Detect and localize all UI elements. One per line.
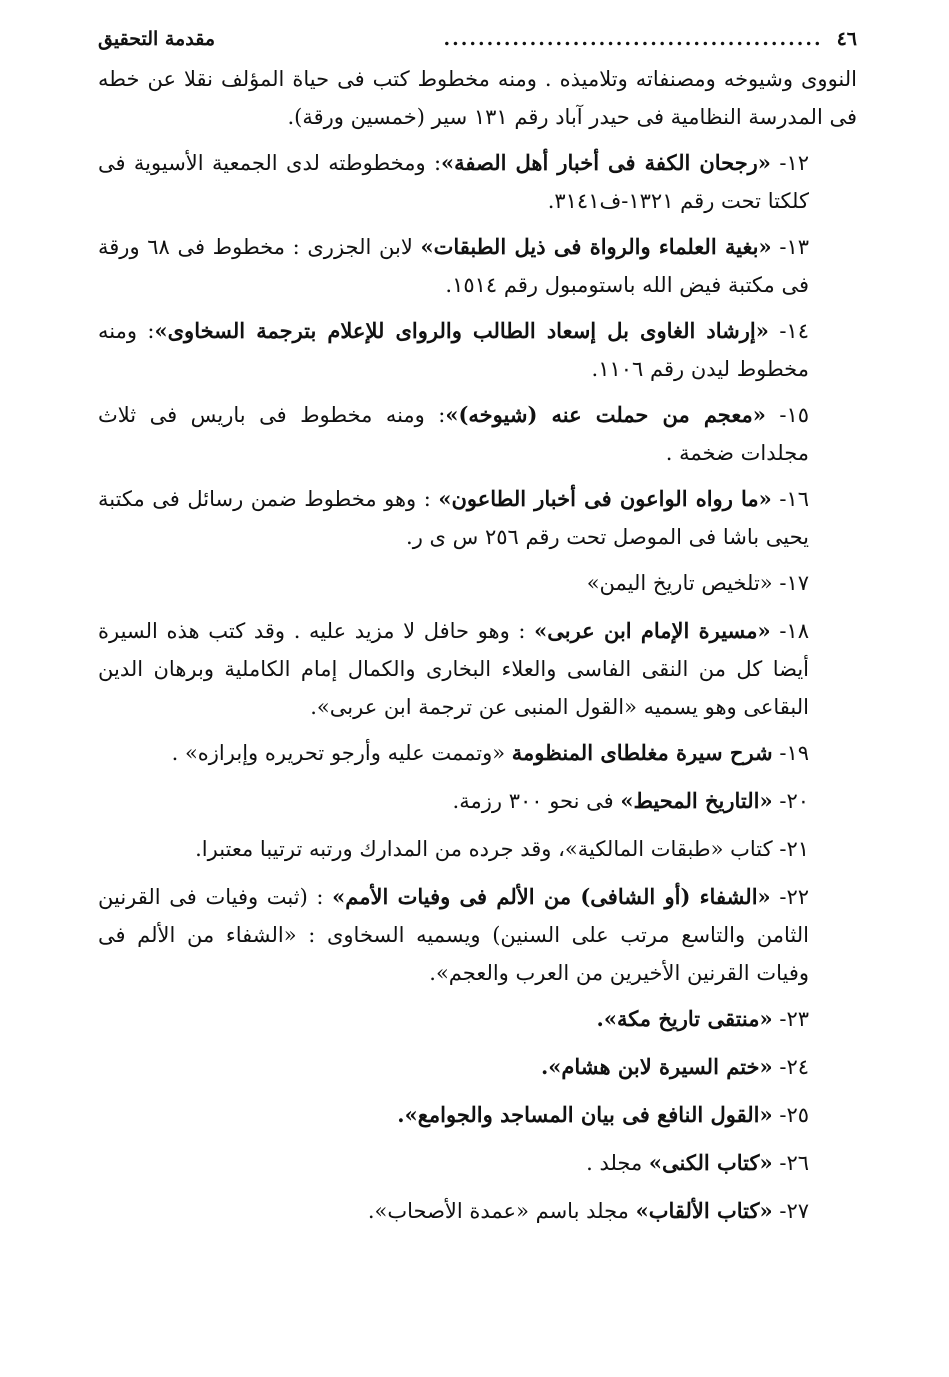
entry-title: «رجحان الكفة فى أخبار أهل الصفة» <box>441 150 771 175</box>
entry-number: ٢٧- <box>779 1199 809 1223</box>
entry-12 <box>98 144 857 220</box>
entry-text: مجلد باسم «عمدة الأصحاب». <box>367 1199 636 1223</box>
entry-number: ١٦- <box>779 487 809 511</box>
entry-number: ١٣- <box>779 235 809 259</box>
running-head <box>98 28 857 60</box>
entry-number: ٢٤- <box>779 1055 809 1079</box>
entry-19 <box>98 734 857 772</box>
entry-13 <box>98 228 857 304</box>
entry-text: فى نحو ٣٠٠ رزمة. <box>452 789 621 813</box>
entry-20 <box>98 782 857 820</box>
entry-number: ٢٠- <box>779 789 809 813</box>
entry-21 <box>98 830 857 868</box>
entry-title: «كتاب الكنى» <box>648 1150 773 1175</box>
entry-26 <box>98 1144 857 1182</box>
entry-27 <box>98 1192 857 1230</box>
entry-23 <box>98 1000 857 1038</box>
page-number: ٤٦ <box>836 28 857 50</box>
entry-title: «منتقى تاريخ مكة». <box>596 1006 773 1031</box>
entry-number: ٢١- <box>779 837 809 861</box>
leader-dots: ............................................ <box>443 28 823 50</box>
entry-title: شرح سيرة مغلطاى المنظومة <box>511 740 773 765</box>
entry-number: ٢٥- <box>779 1103 809 1127</box>
entry-text: «تلخيص تاريخ اليمن» <box>586 571 773 595</box>
entry-title: «ختم السيرة لابن هشام». <box>540 1054 773 1079</box>
entry-text: «وتممت عليه وأرجو تحريره وإبرازه» . <box>171 741 512 765</box>
entry-16 <box>98 480 857 556</box>
intro-paragraph: النووى وشيوخه ومصنفاته وتلاميذه . ومنه مخطوط كتب فى حياة المؤلف نقلا عن خطه فى المدرسة النظامية فى حيدر آباد رقم ١٣١ سير (خمسين ورقة). <box>98 67 857 129</box>
entry-title: «القول النافع فى بيان المساجد والجوامع». <box>397 1102 773 1127</box>
entry-number: ١٥- <box>779 403 809 427</box>
entry-text: لابن الجزرى : مخطوط فى ٦٨ ورقة فى مكتبة فيض الله باستومبول رقم ١٥١٤. <box>98 235 809 297</box>
entry-text: مجلد . <box>586 1151 649 1175</box>
entry-24 <box>98 1048 857 1086</box>
entry-number: ١٩- <box>779 741 809 765</box>
entry-number: ٢٢- <box>779 885 809 909</box>
entry-number: ١٨- <box>779 619 809 643</box>
entry-18 <box>98 612 857 726</box>
entry-number: ١٢- <box>779 151 809 175</box>
entry-title: «التاريخ المحيط» <box>620 788 773 813</box>
entry-title: «معجم من حملت عنه (شيوخه)» <box>445 402 766 427</box>
entry-title: «مسيرة الإمام ابن عربى» <box>534 618 771 643</box>
entry-number: ٢٣- <box>779 1007 809 1031</box>
entry-25 <box>98 1096 857 1134</box>
entry-title: «الشفاء (أو الشافى) من الألم فى وفيات الأمم» <box>332 884 771 909</box>
entry-text: : ومنه مخطوط فى باريس فى ثلاث مجلدات ضخمة . <box>98 403 809 465</box>
entry-number: ٢٦- <box>779 1151 809 1175</box>
entry-text: كتاب «طبقات المالكية»، وقد جرده من المدارك ورتبه ترتيبا معتبرا. <box>195 837 773 861</box>
entry-number: ١٤- <box>779 319 809 343</box>
entry-15 <box>98 396 857 472</box>
entry-title: «بغية العلماء والرواة فى ذيل الطبقات» <box>420 234 772 259</box>
entry-number: ١٧- <box>779 571 809 595</box>
entry-17 <box>98 564 857 602</box>
entry-text: : وهو حافل لا مزيد عليه . وقد كتب هذه السيرة أيضا كل من النقى الفاسى والعلاء البخارى والكمال إمام الكاملية وبرهان الدين البقاعى وهو يسميه «القول المنبى عن ترجمة ابن عربى». <box>98 619 809 719</box>
entry-14 <box>98 312 857 388</box>
entry-text: : (ثبت وفيات فى القرنين الثامن والتاسع مرتب على السنين) ويسميه السخاوى : «الشفاء من الألم فى وفيات القرنين الأخيرين من العرب والعجم». <box>98 885 809 985</box>
entry-22 <box>98 878 857 992</box>
entry-title: «إرشاد الغاوى بل إسعاد الطالب والرواى للإعلام بترجمة السخاوى» <box>154 318 769 343</box>
chapter-title: مقدمة التحقيق <box>98 28 215 50</box>
entry-title: «ما رواه الواعون فى أخبار الطاعون» <box>438 486 772 511</box>
entry-title: «كتاب الألقاب» <box>635 1198 773 1223</box>
entry-text: : وهو مخطوط ضمن رسائل فى مكتبة يحيى باشا فى الموصل تحت رقم ٢٥٦ س ى ر. <box>98 487 809 549</box>
entry-text: : ومخطوطته لدى الجمعية الأسيوية فى كلكتا تحت رقم ١٣٢١-ف٣١٤١. <box>98 151 809 213</box>
entry-text: : ومنه مخطوط ليدن رقم ١١٠٦. <box>98 319 809 381</box>
